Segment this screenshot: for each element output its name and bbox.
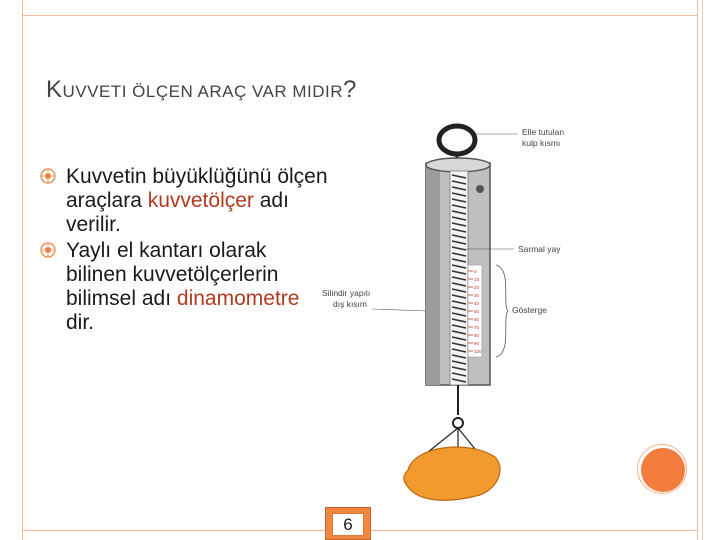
sun-bullet-icon [40, 168, 56, 184]
slide-title: KUVVETI ÖLÇEN ARAÇ VAR MIDIR? [46, 76, 357, 103]
cylinder-top [426, 158, 490, 172]
bullet-text: Yaylı el kantarı olarak bilinen kuvvetölçerlerin bilimsel adı [66, 239, 279, 310]
page-number: 6 [332, 513, 364, 536]
scale-label: 30 [474, 293, 480, 298]
bullet-list [40, 165, 330, 337]
scale-label: 0 [474, 269, 477, 274]
frame-line-top [22, 15, 698, 16]
scale-label: 70 [474, 325, 480, 330]
hook [453, 418, 463, 428]
label-handle-line1: Elle tutulan [522, 127, 565, 137]
cylinder-shade [426, 163, 440, 385]
label-handle-line2: kulp kısmı [522, 138, 561, 148]
frame-line-right [697, 0, 698, 540]
leader-outer [372, 309, 426, 311]
bullet-item [40, 239, 330, 335]
frame-line-left [22, 0, 23, 540]
indicator-brace [496, 265, 508, 357]
scale-label: 100 [474, 349, 482, 354]
decorative-circle [641, 448, 685, 492]
page-number-box [325, 507, 371, 540]
bullet-text: adı verilir. [66, 189, 289, 236]
label-outer-line1: Silindir yapılı [322, 288, 371, 298]
bullet-text: Kuvvetin büyüklüğünü ölçen araçlara [66, 165, 328, 212]
bullet-text: dir. [66, 311, 95, 334]
bullet-item [40, 165, 330, 237]
scale-label: 50 [474, 309, 480, 314]
scale-label: 10 [474, 277, 480, 282]
highlighted-term: dinamometre [176, 287, 300, 310]
label-spring: Sarmal yay [518, 244, 561, 254]
weight-bag [404, 447, 500, 500]
dynamometer-illustration [300, 115, 620, 505]
label-outer-line2: dış kısım [333, 299, 368, 309]
scale-label: 60 [474, 317, 480, 322]
label-indicator: Gösterge [512, 305, 547, 315]
sun-bullet-icon [40, 242, 56, 258]
frame-line-right-outer [702, 0, 703, 540]
scale-label: 40 [474, 301, 480, 306]
screw-icon [476, 185, 484, 193]
scale-label: 80 [474, 333, 480, 338]
scale-label: 20 [474, 285, 480, 290]
scale-label: 90 [474, 341, 480, 346]
handle-ring [439, 126, 475, 154]
highlighted-term: kuvvetölçer [147, 189, 254, 212]
